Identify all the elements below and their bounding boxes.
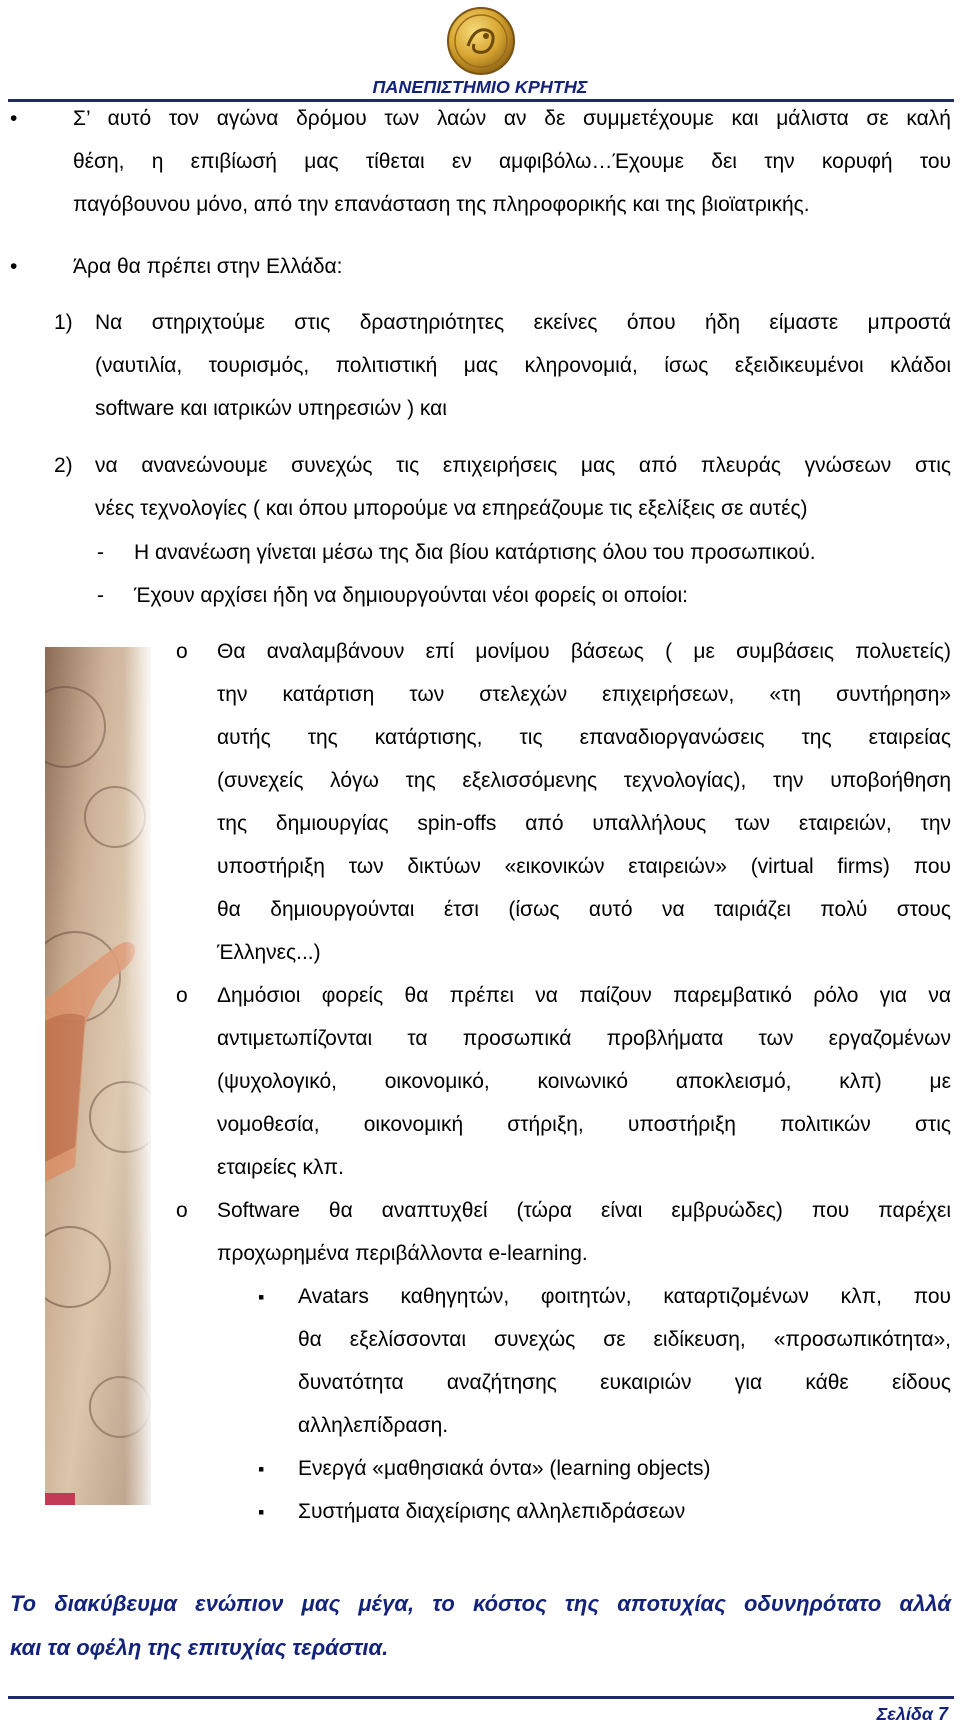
university-seal bbox=[446, 6, 516, 76]
paragraph-line: προχωρημένα περιβάλλοντα e-learning. bbox=[217, 1242, 588, 1265]
circle-marker: o bbox=[176, 984, 188, 1007]
paragraph-line: Σ’ αυτό τον αγώνα δρόμου των λαών αν δε συμμετέχουμε και μάλιστα σε καλή bbox=[73, 107, 951, 130]
paragraph-line: (ναυτιλία, τουρισμός, πολιτιστική μας κληρονομιά, ίσως εξειδικευμένοι κλάδοι bbox=[95, 354, 951, 377]
circle-marker: o bbox=[176, 640, 188, 663]
paragraph-line: εταιρείες κλπ. bbox=[217, 1156, 344, 1179]
header-rule bbox=[8, 99, 954, 102]
square-marker: ▪ bbox=[258, 1287, 265, 1307]
paragraph-line: αντιμετωπίζονται τα προσωπικά προβλήματα των εργαζομένων bbox=[217, 1027, 951, 1050]
paragraph-line: νέες τεχνολογίες ( και όπου μπορούμε να επηρεάζουμε τις εξελίξεις σε αυτές) bbox=[95, 497, 808, 520]
paragraph-line: Δημόσιοι φορείς θα πρέπει να παίζουν παρεμβατικό ρόλο για να bbox=[217, 984, 951, 1007]
dash-marker: - bbox=[97, 541, 104, 564]
footer-rule bbox=[8, 1696, 954, 1699]
paragraph-line: (συνεχείς λόγω της εξελισσόμενης τεχνολογίας), την υποβοήθηση bbox=[217, 769, 951, 792]
paragraph-line: software και ιατρικών υπηρεσιών ) και bbox=[95, 397, 447, 420]
paragraph-line: Software θα αναπτυχθεί (τώρα είναι εμβρυώδες) που παρέχει bbox=[217, 1199, 951, 1222]
paragraph-line: θα δημιουργούνται έτσι (ίσως αυτό να ταιριάζει πολύ στους bbox=[217, 898, 951, 921]
paragraph-line: Να στηριχτούμε στις δραστηριότητες εκείνες όπου ήδη είμαστε μπροστά bbox=[95, 311, 951, 334]
paragraph-line: θα εξελίσσονται συνεχώς σε ειδίκευση, «προσωπικότητα», bbox=[298, 1328, 951, 1351]
paragraph-line: υποστήριξη των δικτύων «εικονικών εταιρειών» (virtual firms) που bbox=[217, 855, 951, 878]
paragraph-line: Άρα θα πρέπει στην Ελλάδα: bbox=[73, 255, 343, 278]
paragraph-line: (ψυχολογικό, οικονομικό, κοινωνικό αποκλεισμό, κλπ) με bbox=[217, 1070, 951, 1093]
conclusion-line: και τα οφέλη της επιτυχίας τεράστια. bbox=[10, 1635, 389, 1660]
circle-marker: o bbox=[176, 1199, 188, 1222]
number-marker: 1) bbox=[54, 311, 73, 334]
paragraph-line: Ενεργά «μαθησιακά όντα» (learning objects) bbox=[298, 1457, 711, 1480]
hand-touch-photo bbox=[45, 647, 151, 1505]
paragraph-line: παγόβουνου μόνο, από την επανάσταση της πληροφορικής και της βιοϊατρικής. bbox=[73, 193, 810, 216]
bullet-marker: • bbox=[10, 255, 18, 278]
bullet-marker: • bbox=[10, 107, 18, 130]
square-marker: ▪ bbox=[258, 1502, 265, 1522]
paragraph-line: Η ανανέωση γίνεται μέσω της δια βίου κατάρτισης όλου του προσωπικού. bbox=[134, 541, 816, 564]
paragraph-line: Έλληνες...) bbox=[217, 941, 321, 964]
paragraph-line: δυνατότητα αναζήτησης ευκαιριών για κάθε είδους bbox=[298, 1371, 951, 1394]
university-name: ΠΑΝΕΠΙΣΤΗΜΙΟ ΚΡΗΤΗΣ bbox=[372, 77, 588, 97]
paragraph-line: αυτής της κατάρτισης, τις επαναδιοργανώσεις της εταιρείας bbox=[217, 726, 951, 749]
paragraph-line: να ανανεώνουμε συνεχώς τις επιχειρήσεις μας από πλευράς γνώσεων στις bbox=[95, 454, 951, 477]
conclusion-line: Το διακύβευμα ενώπιον μας μέγα, το κόστος της αποτυχίας οδυνηρότατο αλλά bbox=[10, 1591, 951, 1616]
paragraph-line: Θα αναλαμβάνουν επί μονίμου βάσεως ( με συμβάσεις πολυετείς) bbox=[217, 640, 951, 663]
paragraph-line: Συστήματα διαχείρισης αλληλεπιδράσεων bbox=[298, 1500, 686, 1523]
paragraph-line: Έχουν αρχίσει ήδη να δημιουργούνται νέοι φορείς οι οποίοι: bbox=[134, 584, 688, 607]
page-number: Σελίδα 7 bbox=[876, 1704, 948, 1724]
number-marker: 2) bbox=[54, 454, 73, 477]
paragraph-line: νομοθεσία, οικονομική στήριξη, υποστήριξη πολιτικών στις bbox=[217, 1113, 951, 1136]
paragraph-line: αλληλεπίδραση. bbox=[298, 1414, 449, 1437]
paragraph-line: την κατάρτιση των στελεχών επιχειρήσεων, «τη συντήρηση» bbox=[217, 683, 951, 706]
square-marker: ▪ bbox=[258, 1459, 265, 1479]
paragraph-line: θέση, η επιβίωσή μας τίθεται εν αμφιβόλω…Έχουμε δει την κορυφή του bbox=[73, 150, 951, 173]
paragraph-line: Avatars καθηγητών, φοιτητών, καταρτιζομένων κλπ, που bbox=[298, 1285, 951, 1308]
dash-marker: - bbox=[97, 584, 104, 607]
paragraph-line: της δημιουργίας spin-offs από υπαλλήλους των εταιρειών, την bbox=[217, 812, 951, 835]
